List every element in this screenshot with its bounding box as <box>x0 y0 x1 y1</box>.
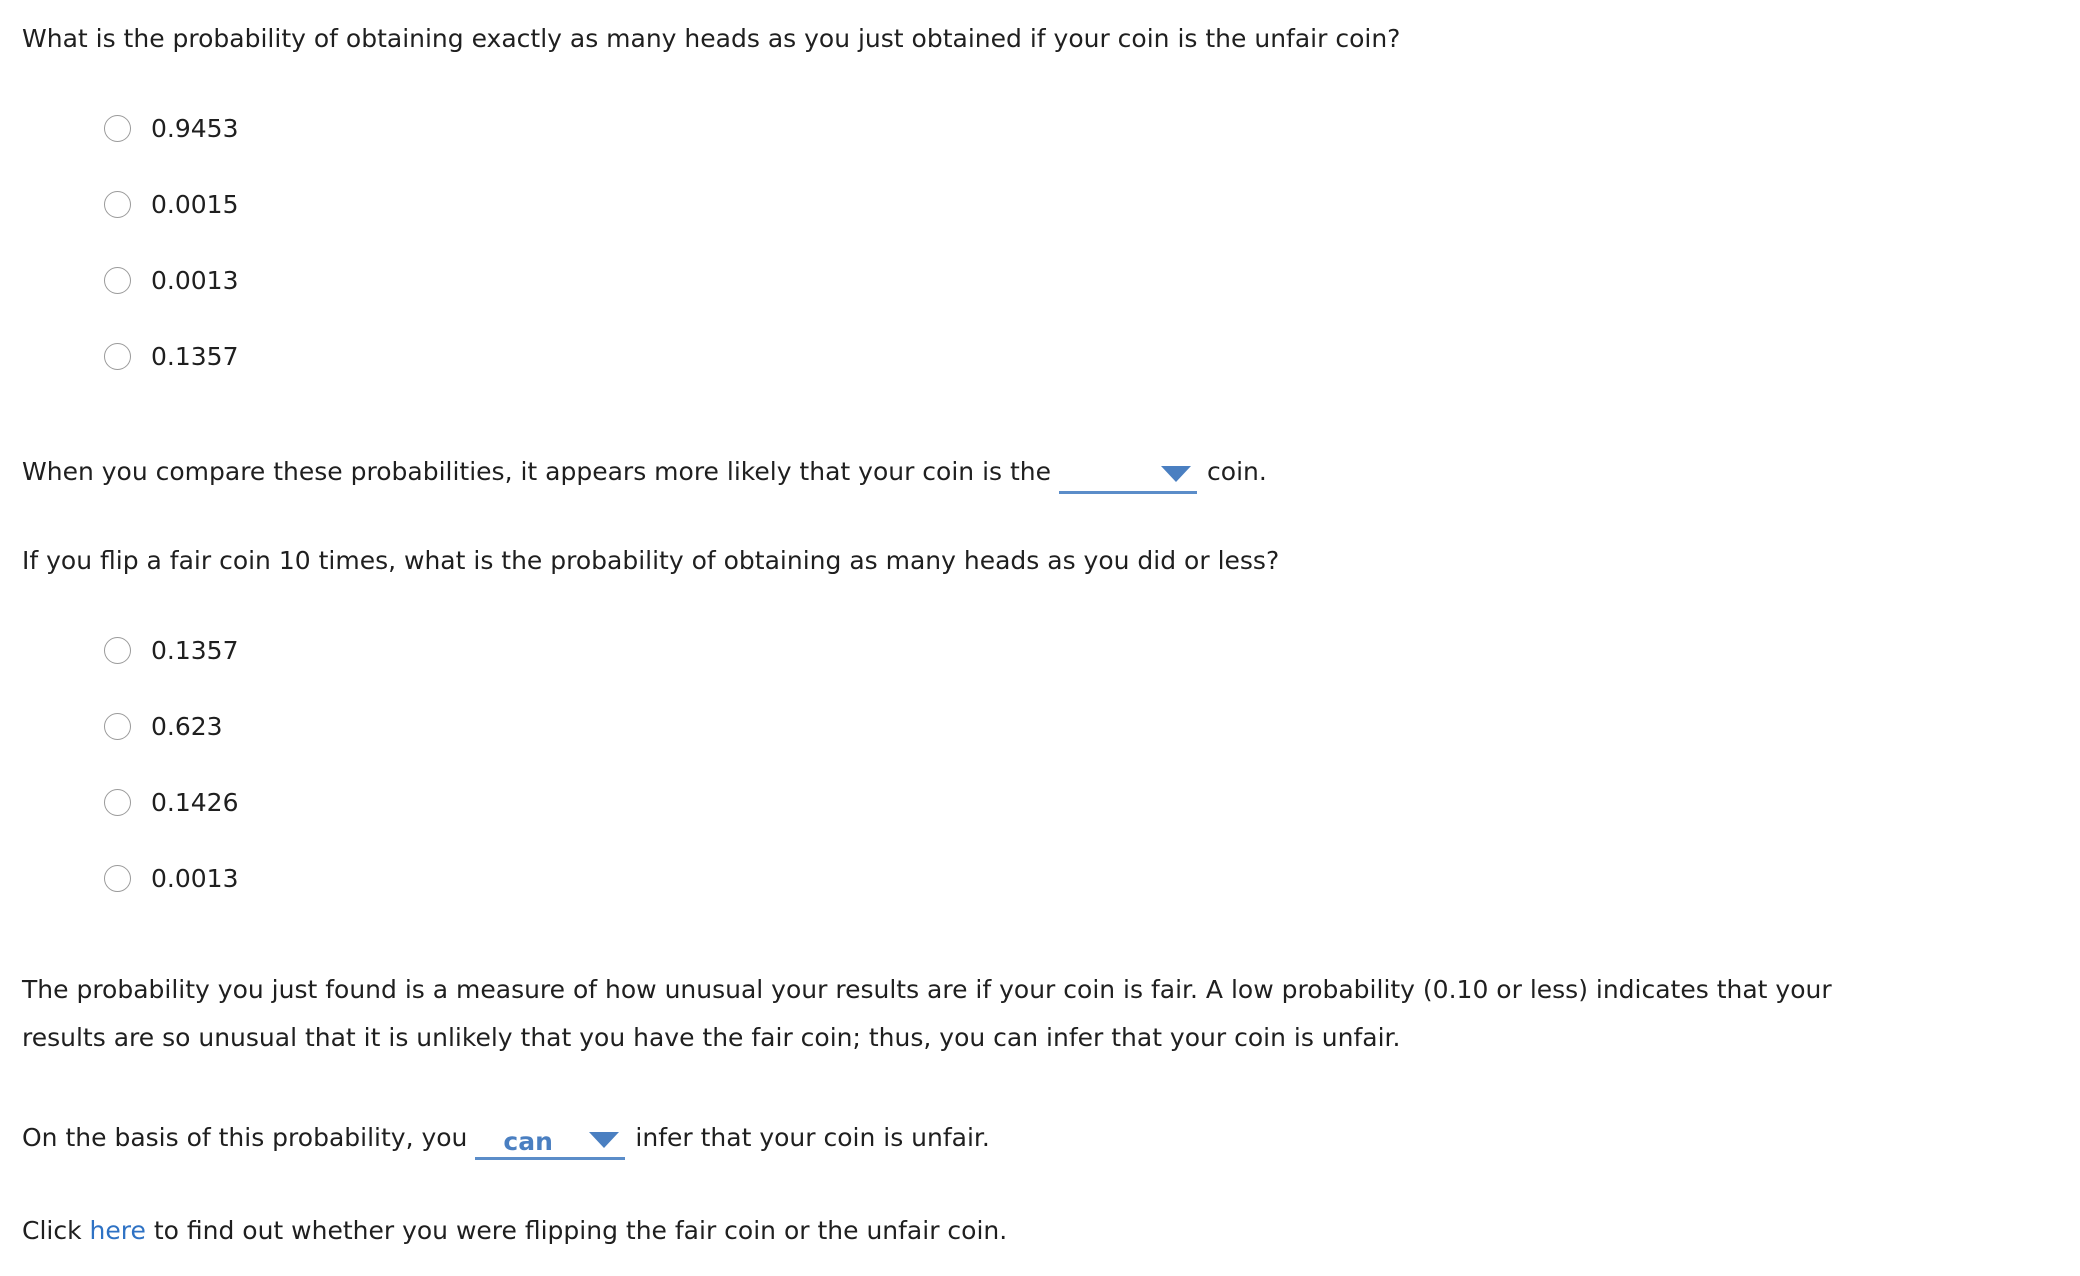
option-label: 0.1426 <box>151 788 239 817</box>
can-cannot-dropdown[interactable] <box>475 1126 625 1160</box>
q2-option-2[interactable] <box>104 712 223 741</box>
click-here-line <box>22 1216 1007 1245</box>
caret-down-icon <box>1161 466 1191 482</box>
option-label: 0.0013 <box>151 864 239 893</box>
compare-sentence <box>22 452 1267 486</box>
q1-option-2[interactable] <box>104 190 238 219</box>
option-label: 0.0015 <box>151 190 239 219</box>
q2-option-4[interactable] <box>104 864 238 893</box>
q1-option-3[interactable] <box>104 266 238 295</box>
dropdown-value: can <box>503 1127 553 1156</box>
compare-text-after: coin. <box>1207 457 1267 486</box>
radio-button[interactable] <box>104 267 131 294</box>
basis-text-before: On the basis of this probability, you <box>22 1123 468 1152</box>
radio-button[interactable] <box>104 789 131 816</box>
radio-button[interactable] <box>104 637 131 664</box>
option-label: 0.623 <box>151 712 223 741</box>
compare-text-before: When you compare these probabilities, it appears more likely that your coin is the <box>22 457 1052 486</box>
question-1-prompt: What is the probability of obtaining exactly as many heads as you just obtained if your coin is the unfair coin? <box>22 24 1401 53</box>
radio-button[interactable] <box>104 713 131 740</box>
question-2-prompt: If you flip a fair coin 10 times, what is the probability of obtaining as many heads as you did or less? <box>22 546 1280 575</box>
option-label: 0.9453 <box>151 114 239 143</box>
basis-text-after: infer that your coin is unfair. <box>635 1123 990 1152</box>
option-label: 0.1357 <box>151 636 239 665</box>
click-text-before: Click <box>22 1216 82 1245</box>
explanation-paragraph: The probability you just found is a measure of how unusual your results are if your coin is fair. A low probability (0.10 or less) indicates that your results are so unusual that it is unlikely that you have the fair coin; thus, you can infer that your coin is unfair. <box>22 975 1832 1052</box>
radio-button[interactable] <box>104 191 131 218</box>
q1-option-1[interactable] <box>104 114 238 143</box>
option-label: 0.0013 <box>151 266 239 295</box>
caret-down-icon <box>589 1132 619 1148</box>
here-link[interactable]: here <box>89 1216 146 1245</box>
click-text-after: to find out whether you were flipping the fair coin or the unfair coin. <box>153 1216 1008 1245</box>
q1-option-4[interactable] <box>104 342 238 371</box>
coin-type-dropdown[interactable] <box>1059 460 1197 494</box>
basis-sentence <box>22 1118 990 1156</box>
radio-button[interactable] <box>104 343 131 370</box>
radio-button[interactable] <box>104 115 131 142</box>
option-label: 0.1357 <box>151 342 239 371</box>
q2-option-1[interactable] <box>104 636 238 665</box>
radio-button[interactable] <box>104 865 131 892</box>
q2-option-3[interactable] <box>104 788 238 817</box>
